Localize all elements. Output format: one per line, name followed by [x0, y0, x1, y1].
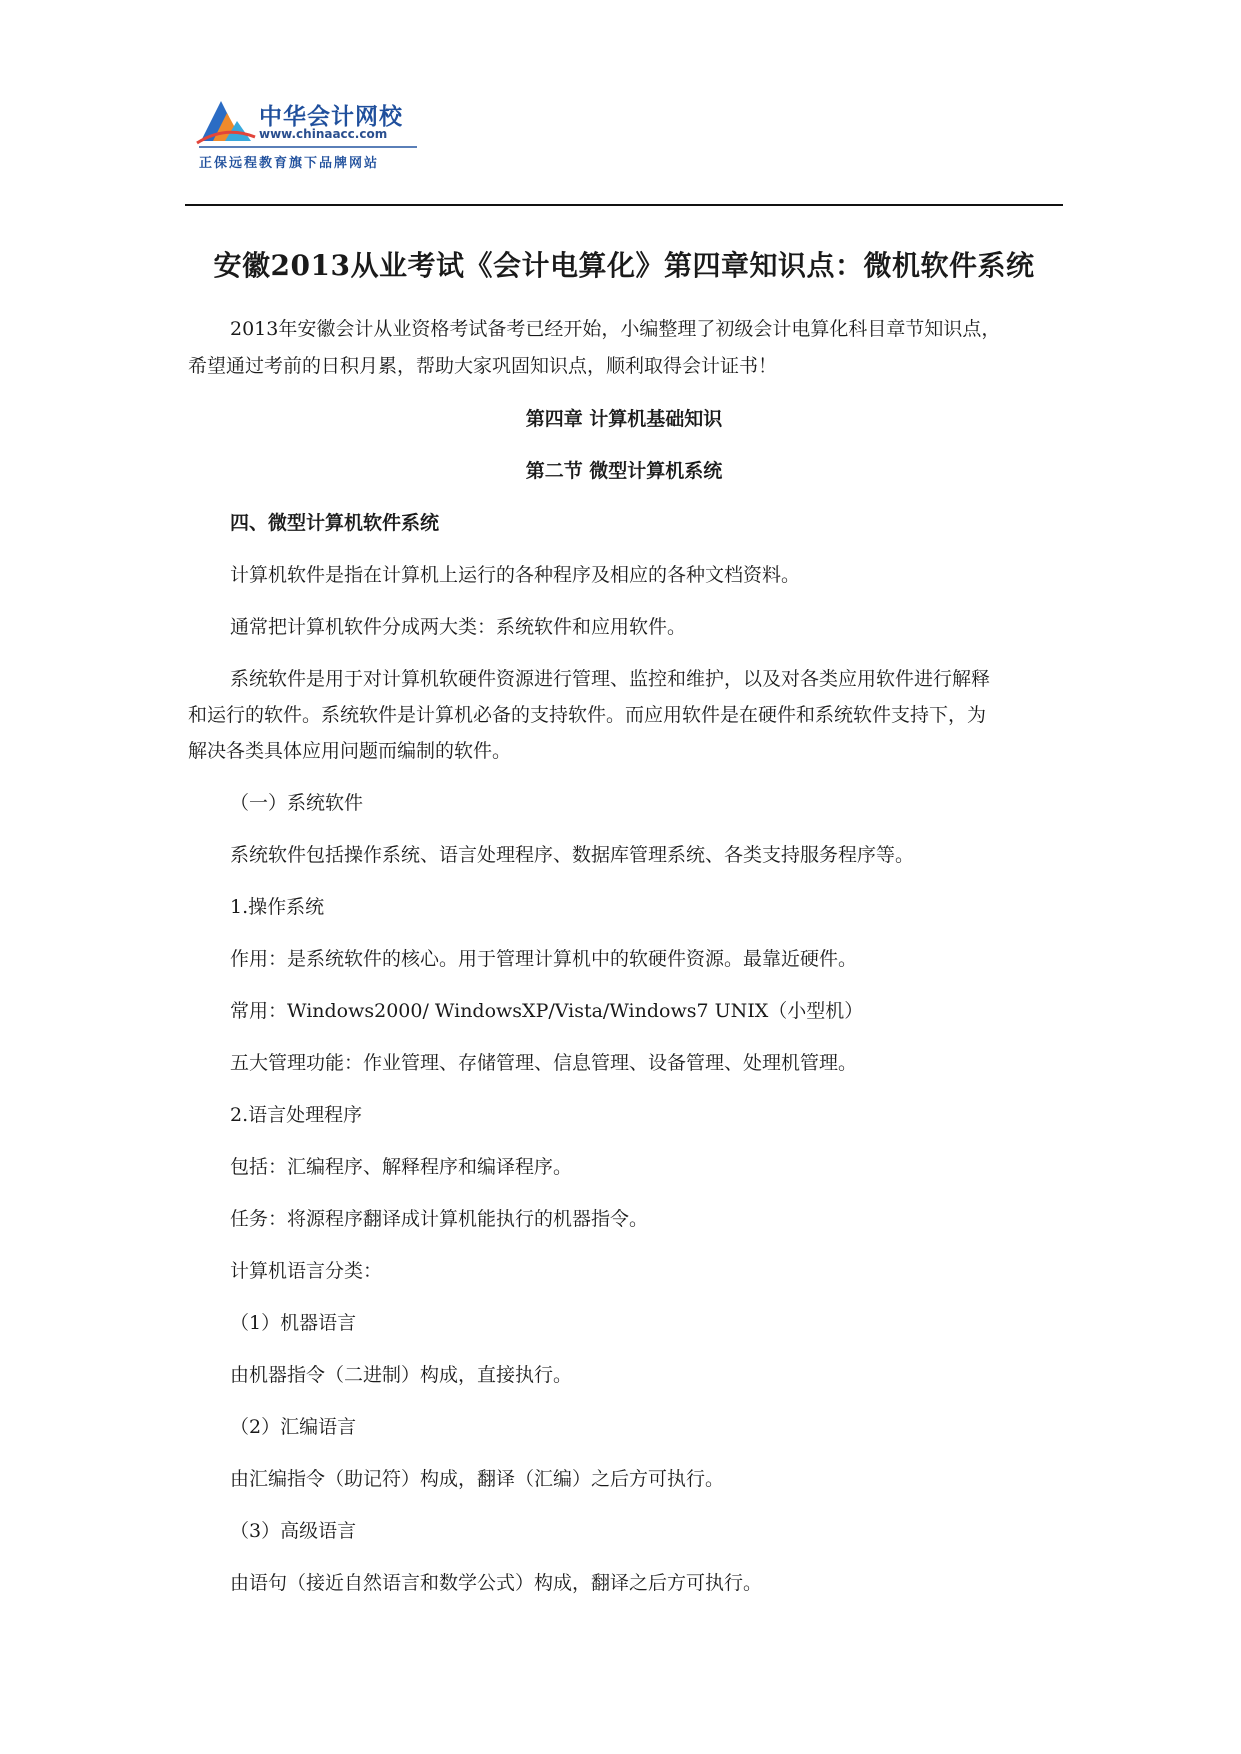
header-rule	[185, 204, 1063, 206]
machine-language-desc: 由机器指令（二进制）构成，直接执行。	[230, 1364, 573, 1386]
logo-slogan: 正保远程教育旗下品牌网站	[199, 156, 380, 171]
paragraph-system-software-line-3: 解决各类具体应用问题而编制的软件。	[188, 740, 512, 762]
logo-name: 中华会计网校	[259, 104, 403, 130]
language-classification: 计算机语言分类：	[230, 1260, 383, 1282]
subsection-heading: 四、微型计算机软件系统	[230, 512, 440, 534]
logo-url[interactable]: www.chinaacc.com	[259, 127, 388, 141]
logo-divider	[199, 146, 417, 148]
language-task: 任务：将源程序翻译成计算机能执行的机器指令。	[230, 1208, 649, 1230]
heading-operating-system: 1.操作系统	[230, 896, 325, 918]
section-heading: 第二节 微型计算机系统	[525, 460, 723, 482]
os-role: 作用：是系统软件的核心。用于管理计算机中的软硬件资源。最靠近硬件。	[230, 948, 858, 970]
paragraph-system-software-line-1: 系统软件是用于对计算机软硬件资源进行管理、监控和维护，以及对各类应用软件进行解释	[230, 668, 991, 690]
paragraph-system-software-line-2: 和运行的软件。系统软件是计算机必备的支持软件。而应用软件是在硬件和系统软件支持下，为	[188, 704, 987, 726]
high-level-language-title: （3）高级语言	[230, 1520, 357, 1542]
language-includes: 包括：汇编程序、解释程序和编译程序。	[230, 1156, 573, 1178]
os-common: 常用：Windows2000/ WindowsXP/Vista/Windows7 UNIX（小型机）	[230, 1000, 864, 1022]
paragraph-system-software-contents: 系统软件包括操作系统、语言处理程序、数据库管理系统、各类支持服务程序等。	[230, 844, 915, 866]
paragraph-software-categories: 通常把计算机软件分成两大类：系统软件和应用软件。	[230, 616, 687, 638]
assembly-language-title: （2）汇编语言	[230, 1416, 357, 1438]
document-title: 安徽2013从业考试《会计电算化》第四章知识点：微机软件系统	[213, 249, 1035, 282]
intro-line-1: 2013年安徽会计从业资格考试备考已经开始，小编整理了初级会计电算化科目章节知识点，	[230, 318, 1001, 340]
intro-line-2: 希望通过考前的日积月累，帮助大家巩固知识点，顺利取得会计证书！	[188, 355, 778, 377]
heading-language-processor: 2.语言处理程序	[230, 1104, 363, 1126]
paragraph-software-definition: 计算机软件是指在计算机上运行的各种程序及相应的各种文档资料。	[230, 564, 801, 586]
site-logo[interactable]	[195, 95, 435, 175]
os-functions: 五大管理功能：作业管理、存储管理、信息管理、设备管理、处理机管理。	[230, 1052, 858, 1074]
assembly-language-desc: 由汇编指令（助记符）构成，翻译（汇编）之后方可执行。	[230, 1468, 725, 1490]
logo-mark-icon	[195, 95, 257, 147]
machine-language-title: （1）机器语言	[230, 1312, 357, 1334]
high-level-language-desc: 由语句（接近自然语言和数学公式）构成，翻译之后方可执行。	[230, 1572, 763, 1594]
chapter-heading: 第四章 计算机基础知识	[525, 408, 723, 430]
heading-system-software: （一）系统软件	[230, 792, 364, 814]
